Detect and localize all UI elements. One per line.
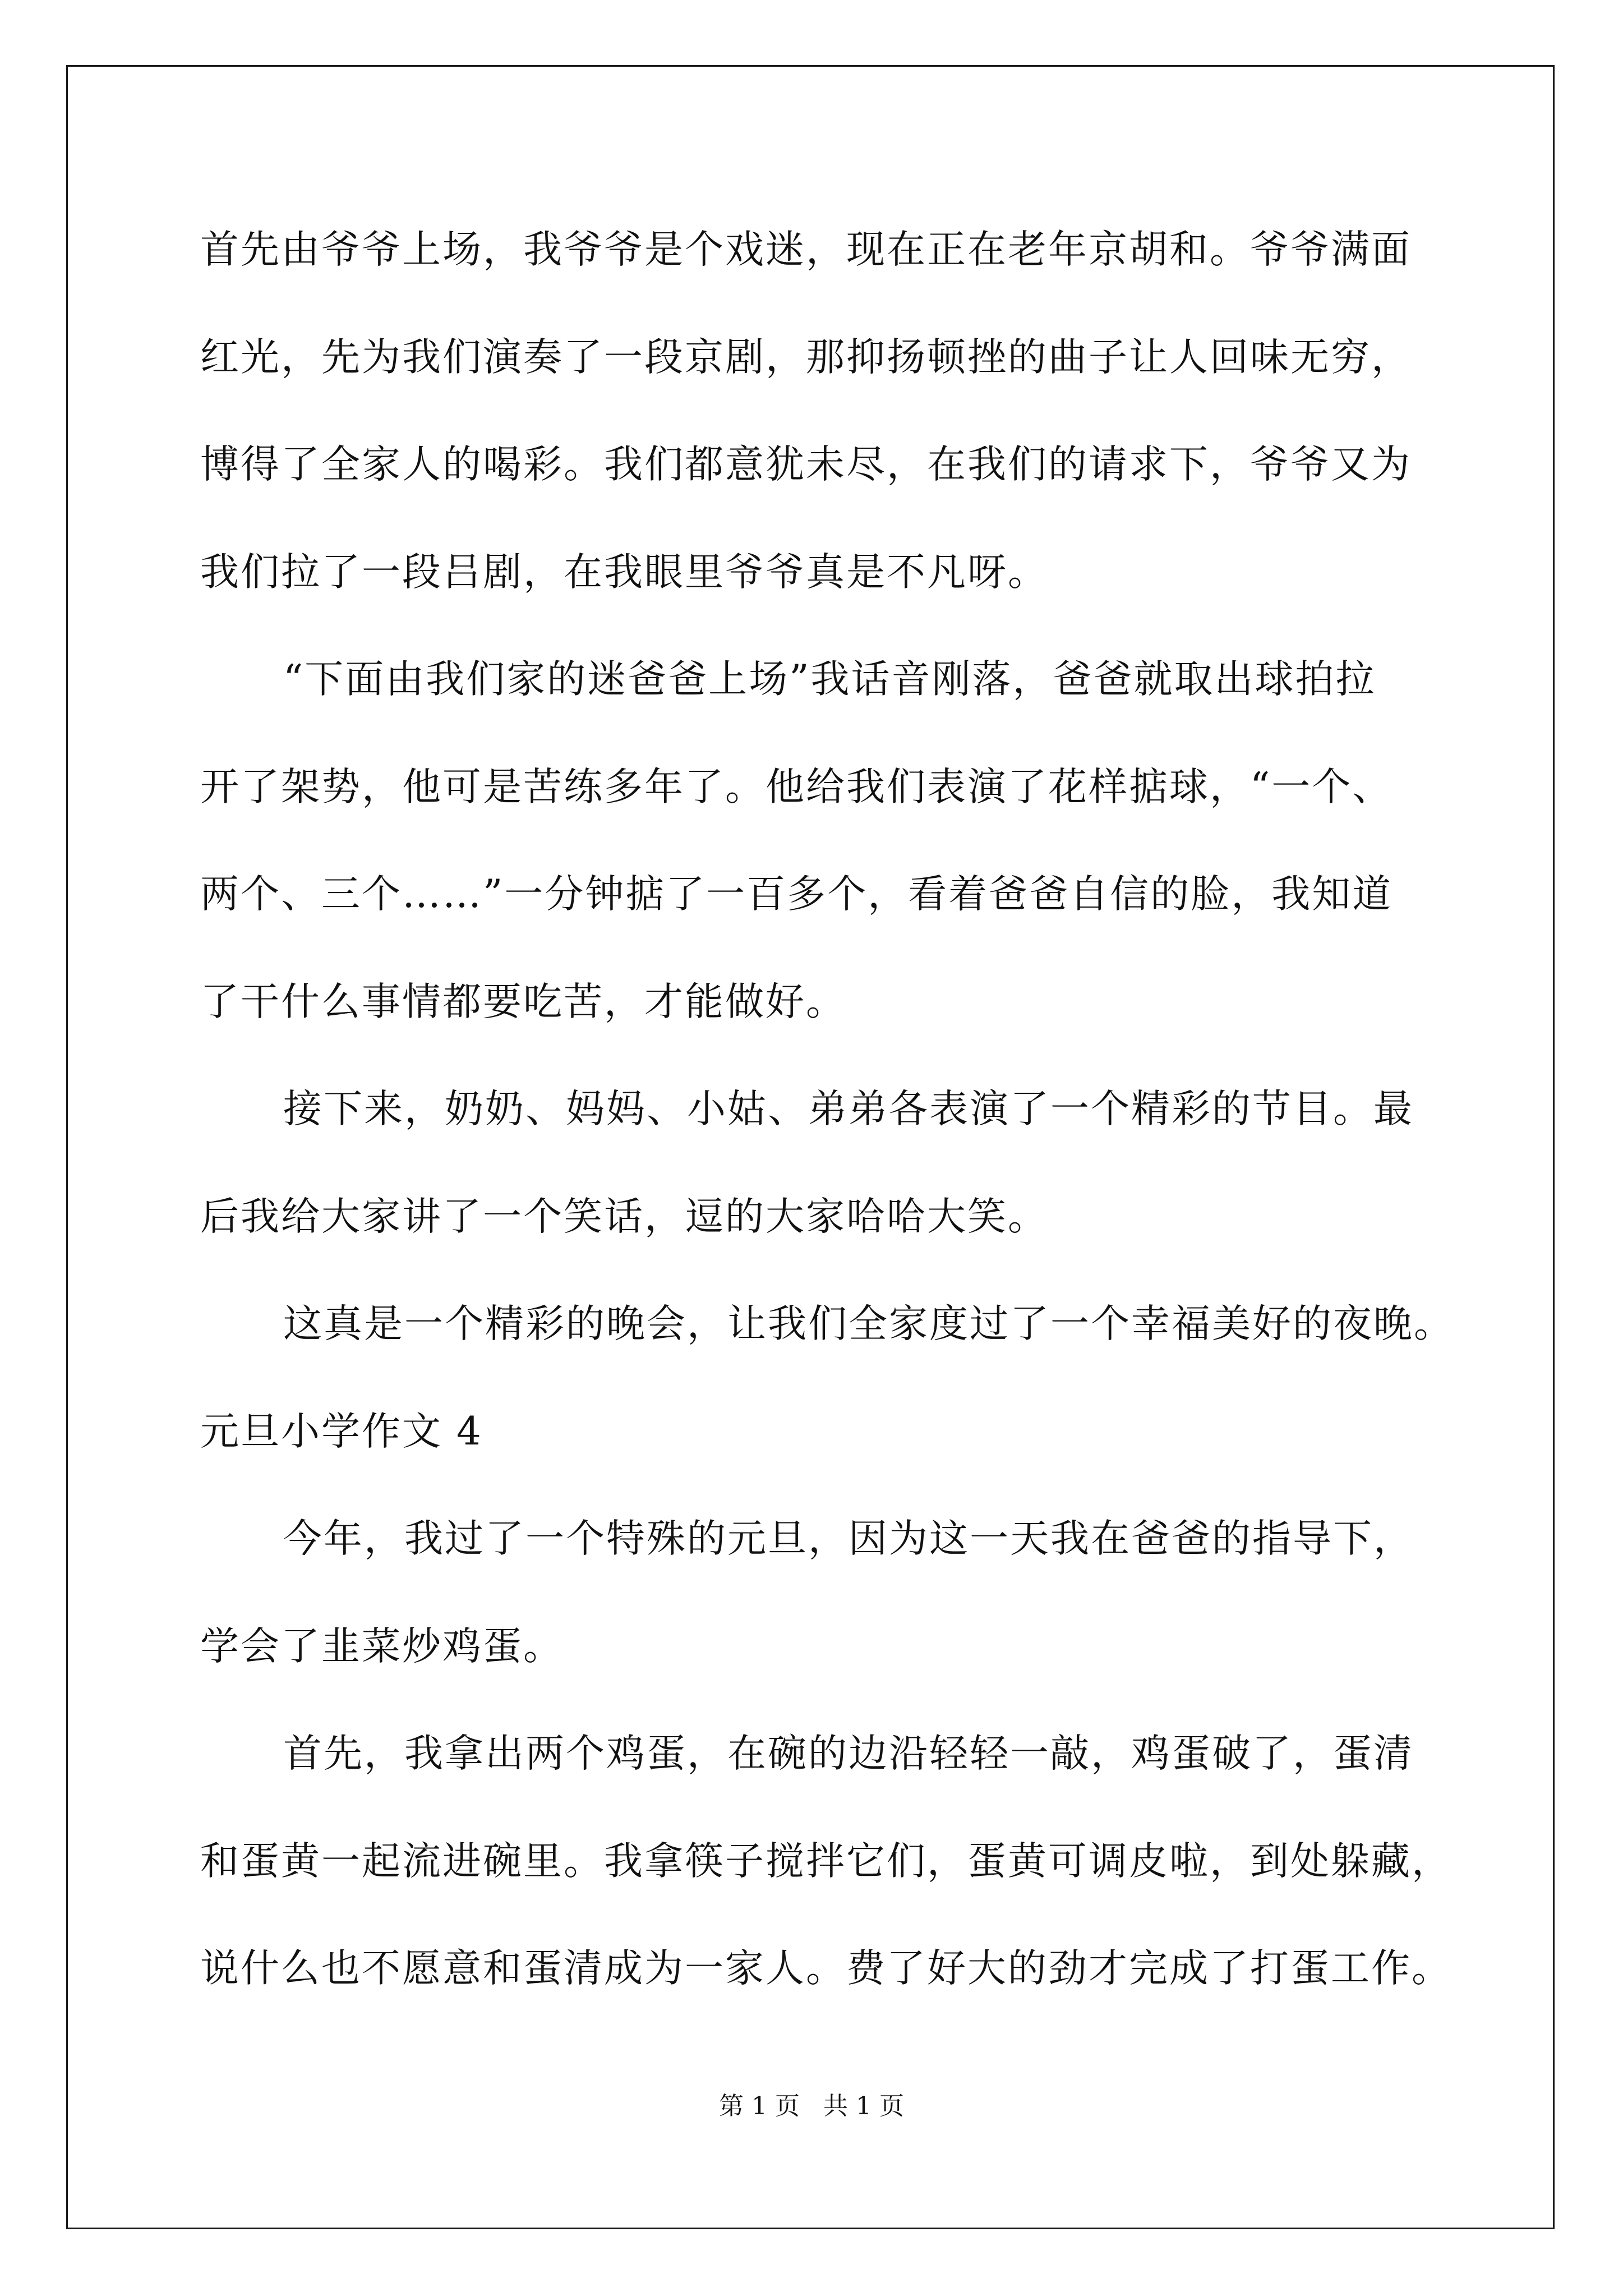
text-line: 开了架势，他可是苦练多年了。他给我们表演了花样掂球，“一个、	[200, 764, 1393, 809]
document-body	[200, 216, 1490, 2042]
text-line: 红光，先为我们演奏了一段京剧，那抑扬顿挫的曲子让人回味无穷，	[200, 334, 1412, 380]
text-line: “下面由我们家的迷爸爸上场”我话音刚落，爸爸就取出球拍拉	[283, 657, 1376, 702]
text-line: 学会了韭菜炒鸡蛋。	[200, 1623, 564, 1669]
text-line: 了干什么事情都要吃苦，才能做好。	[200, 979, 846, 1024]
text-line: 今年，我过了一个特殊的元旦，因为这一天我在爸爸的指导下，	[283, 1516, 1414, 1561]
text-line: 这真是一个精彩的晚会，让我们全家度过了一个幸福美好的夜晚。	[283, 1301, 1454, 1346]
text-line: 两个、三个……”一分钟掂了一百多个，看着爸爸自信的脸，我知道	[200, 872, 1393, 917]
text-line: 首先由爷爷上场，我爷爷是个戏迷，现在正在老年京胡和。爷爷满面	[200, 227, 1412, 272]
text-line: 我们拉了一段吕剧，在我眼里爷爷真是不凡呀。	[200, 549, 1048, 595]
text-line: 博得了全家人的喝彩。我们都意犹未尽，在我们的请求下，爷爷又为	[200, 442, 1412, 487]
page-footer: 第 1 页 共 1 页	[719, 2092, 904, 2120]
text-line: 接下来，奶奶、妈妈、小姑、弟弟各表演了一个精彩的节目。最	[283, 1087, 1414, 1131]
text-line: 首先，我拿出两个鸡蛋，在碗的边沿轻轻一敲，鸡蛋破了，蛋清	[283, 1731, 1414, 1776]
section-heading: 元旦小学作文 4	[200, 1409, 483, 1454]
text-line: 和蛋黄一起流进碗里。我拿筷子搅拌它们，蛋黄可调皮啦，到处躲藏，	[200, 1838, 1452, 1884]
text-line: 后我给大家讲了一个笑话，逗的大家哈哈大笑。	[200, 1194, 1048, 1239]
text-line: 说什么也不愿意和蛋清成为一家人。费了好大的劲才完成了打蛋工作。	[200, 1946, 1452, 1991]
